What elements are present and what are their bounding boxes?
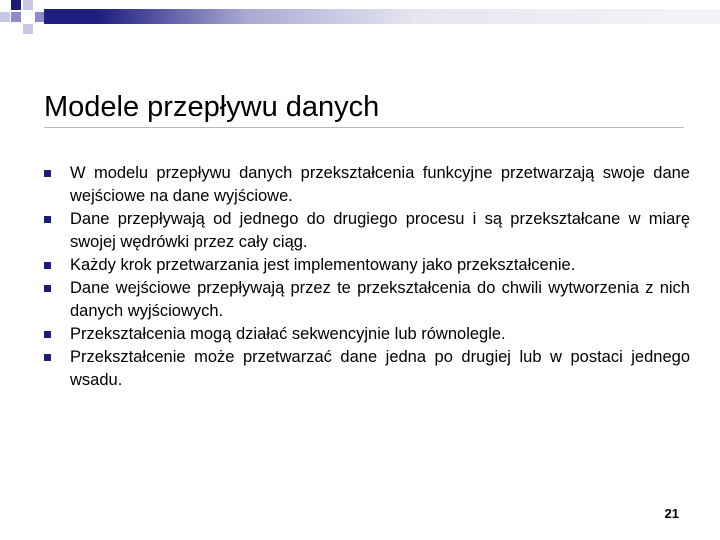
bullet-text: Każdy krok przetwarzania jest implementowany jako przekształcenie.	[70, 256, 576, 274]
square-bullet-icon	[44, 170, 51, 177]
bullet-text: Przekształcenie może przetwarzać dane jedna po drugiej lub w postaci jednego wsadu.	[70, 348, 690, 389]
decor-square	[11, 12, 21, 22]
bullet-list	[44, 162, 690, 392]
bullet-item	[44, 208, 690, 254]
square-bullet-icon	[44, 262, 51, 269]
square-bullet-icon	[44, 354, 51, 361]
decor-square	[11, 0, 21, 10]
title-divider	[44, 127, 684, 128]
decor-square	[23, 24, 33, 34]
bullet-item	[44, 254, 690, 277]
bullet-text: Dane wejściowe przepływają przez te przekształcenia do chwili wytworzenia z nich danych wyjściowych.	[70, 279, 690, 320]
bullet-item	[44, 277, 690, 323]
bullet-text: Dane przepływają od jednego do drugiego procesu i są przekształcane w miarę swojej wędrówki przez cały ciąg.	[70, 210, 690, 251]
decor-square	[23, 0, 33, 10]
square-bullet-icon	[44, 216, 51, 223]
bullet-item	[44, 162, 690, 208]
bullet-text: W modelu przepływu danych przekształcenia funkcyjne przetwarzają swoje dane wejściowe na dane wyjściowe.	[70, 164, 690, 205]
slide-title: Modele przepływu danych	[44, 91, 380, 124]
square-bullet-icon	[44, 331, 51, 338]
decor-square	[0, 12, 10, 22]
bullet-item	[44, 323, 690, 346]
page-number: 21	[664, 506, 679, 521]
square-bullet-icon	[44, 285, 51, 292]
header-gradient-bar	[44, 9, 720, 24]
bullet-text: Przekształcenia mogą działać sekwencyjnie lub równolegle.	[70, 325, 506, 343]
bullet-item	[44, 346, 690, 392]
